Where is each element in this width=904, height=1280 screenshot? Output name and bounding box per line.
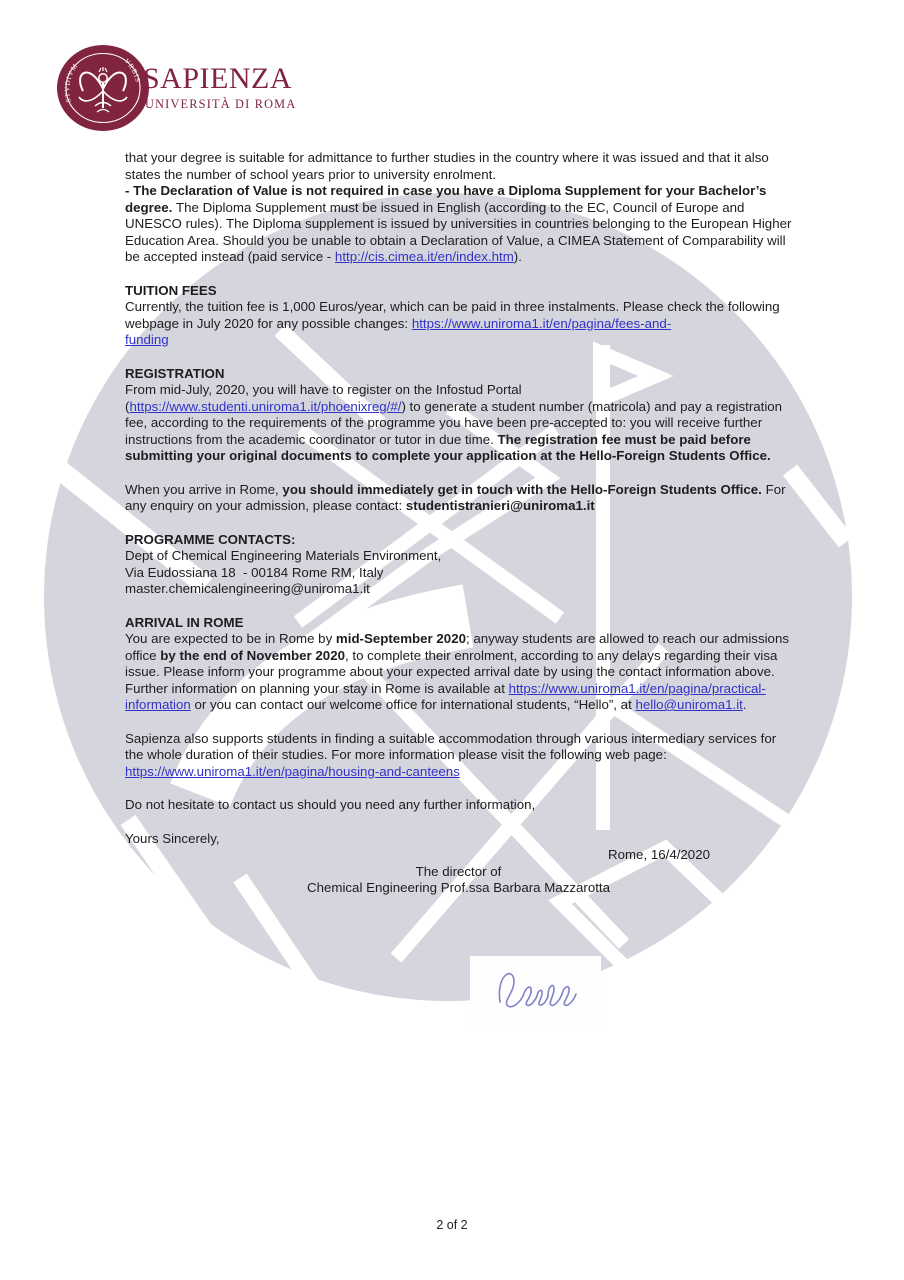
seal-motto-right: VRBIS xyxy=(122,57,142,84)
text-run: Currently, the tuition fee is 1,000 Euros/year, which can be paid in three instalments. Please check the following webpage in July 2020 for any possible changes: xyxy=(125,299,780,331)
contact-email-line xyxy=(125,581,792,598)
bold-text: by the end of November 2020 xyxy=(160,647,345,663)
page-number: 2 of 2 xyxy=(436,1218,468,1232)
text-run: Further information on planning your stay in Rome is available at xyxy=(125,680,509,696)
text-run: Rome, 16/4/2020 xyxy=(607,847,710,862)
text-run: ). xyxy=(513,249,522,264)
hyperlink[interactable]: funding xyxy=(125,332,169,347)
bold-text: The registration fee must be paid before submitting your original documents to complete your application at the Hello-Foreign Students Office. xyxy=(125,431,771,463)
text-run: Yours Sincerely, xyxy=(125,830,220,846)
text-run: Do not hesitate to contact us should you need any further information, xyxy=(125,797,536,812)
bold-text: - The Declaration of Value is not required in case you have a Diploma Supplement for your Bachelor’s degree. xyxy=(125,183,767,215)
declaration-paragraph xyxy=(125,183,792,266)
text-run: The director of xyxy=(415,863,502,879)
text-run: , to complete their enrolment, according to any delays regarding their visa issue. Please inform your programme about your expected arrival date by using the contact information above. xyxy=(125,647,778,679)
seal-motto-left: STVDIVM xyxy=(63,61,80,104)
text-run: You are expected to be in Rome by xyxy=(125,631,336,646)
text-run: From mid-July, 2020, you will have to register on the Infostud Portal ( xyxy=(125,382,522,414)
text-run: PROGRAMME CONTACTS: xyxy=(125,531,296,547)
letter-body xyxy=(125,150,792,897)
hyperlink[interactable]: https://www.uniroma1.it/en/pagina/practical-information xyxy=(125,680,766,712)
registration-heading xyxy=(125,366,792,383)
arrival-paragraph xyxy=(125,631,792,681)
text-run: ) to generate a student number (matricola) and pay a registration fee, according to the requirements of the programme you have been pre-accepted to: you will receive further instructions from the academic coordinator or tutor in due time. xyxy=(125,398,783,447)
text-run: or you can contact our welcome office for international students, “Hello”, at xyxy=(190,697,636,712)
text-run: master.chemicalengineering@uniroma1.it xyxy=(125,581,370,596)
logo-wordmark-group xyxy=(143,64,403,112)
planning-paragraph xyxy=(125,681,792,714)
text-run: TUITION FEES xyxy=(125,282,217,298)
arrival-in-rome-heading xyxy=(125,615,792,632)
contact-dept-line xyxy=(125,548,792,565)
signature-scribble xyxy=(470,956,601,1030)
text-run: ARRIVAL IN ROME xyxy=(125,614,244,630)
text-run: that your degree is suitable for admittance to further studies in the country where it was issued and that it also states the number of school years prior to university enrolment. xyxy=(125,150,769,182)
signature xyxy=(470,956,601,1030)
signer-name-line xyxy=(125,880,792,897)
arrival-contact-paragraph xyxy=(125,482,792,515)
registration-paragraph xyxy=(125,382,792,465)
accommodation-paragraph xyxy=(125,731,792,781)
text-run: The Diploma Supplement must be issued in English (according to the EC, Council of Europe and UNESCO rules). The Diploma supplement is issued by universities in countries belonging to the European Higher Education Area. Should you be unable to obtain a Declaration of Value, a CIMEA Statement of Comparability will be accepted instead (paid service - xyxy=(125,199,792,264)
bold-text: you should immediately get in touch with the Hello-Foreign Students Office. xyxy=(282,481,766,497)
signoff-line xyxy=(125,831,792,848)
text-run: For any enquiry on your admission, please contact: xyxy=(125,481,786,513)
bold-text: mid-September 2020 xyxy=(335,631,466,646)
hyperlink[interactable]: https://www.uniroma1.it/en/pagina/housing-and-canteens xyxy=(125,763,460,779)
closing-paragraph xyxy=(125,797,792,814)
logo-subtitle: UNIVERSITÀ DI ROMA xyxy=(145,97,297,111)
logo-wordmark: SAPIENZA xyxy=(143,62,293,95)
hyperlink[interactable]: http://cis.cimea.it/en/index.htm xyxy=(334,249,514,264)
text-run: REGISTRATION xyxy=(125,365,225,381)
hyperlink[interactable]: hello@uniroma1.it xyxy=(635,697,743,712)
hyperlink[interactable]: https://www.uniroma1.it/en/pagina/fees-and- xyxy=(411,315,672,331)
contact-address-line xyxy=(125,565,792,582)
text-run: ; anyway students are allowed to reach our admissions office xyxy=(125,631,789,663)
text-run: Dept of Chemical Engineering Materials Environment, xyxy=(125,548,442,563)
hyperlink[interactable]: https://www.studenti.uniroma1.it/phoenixreg/#/ xyxy=(129,398,402,414)
sapienza-seal-icon xyxy=(56,44,150,132)
text-run: When you arrive in Rome, xyxy=(125,481,283,497)
tuition-fees-heading xyxy=(125,283,792,300)
date-line xyxy=(125,847,792,864)
tuition-fees-paragraph xyxy=(125,299,792,349)
bold-text: studentistranieri@uniroma1.it xyxy=(405,498,595,513)
intro-paragraph xyxy=(125,150,792,183)
text-run: Sapienza also supports students in finding a suitable accommodation through various intermediary services for the whole duration of their studies. For more information please visit the following web page: xyxy=(125,730,777,762)
director-title-line xyxy=(125,864,792,881)
programme-contacts-heading xyxy=(125,532,792,549)
text-run: Via Eudossiana 18 - 00184 Rome RM, Italy xyxy=(125,564,384,580)
text-run: . xyxy=(742,697,747,712)
text-run: Chemical Engineering Prof.ssa Barbara Mazzarotta xyxy=(306,880,611,895)
